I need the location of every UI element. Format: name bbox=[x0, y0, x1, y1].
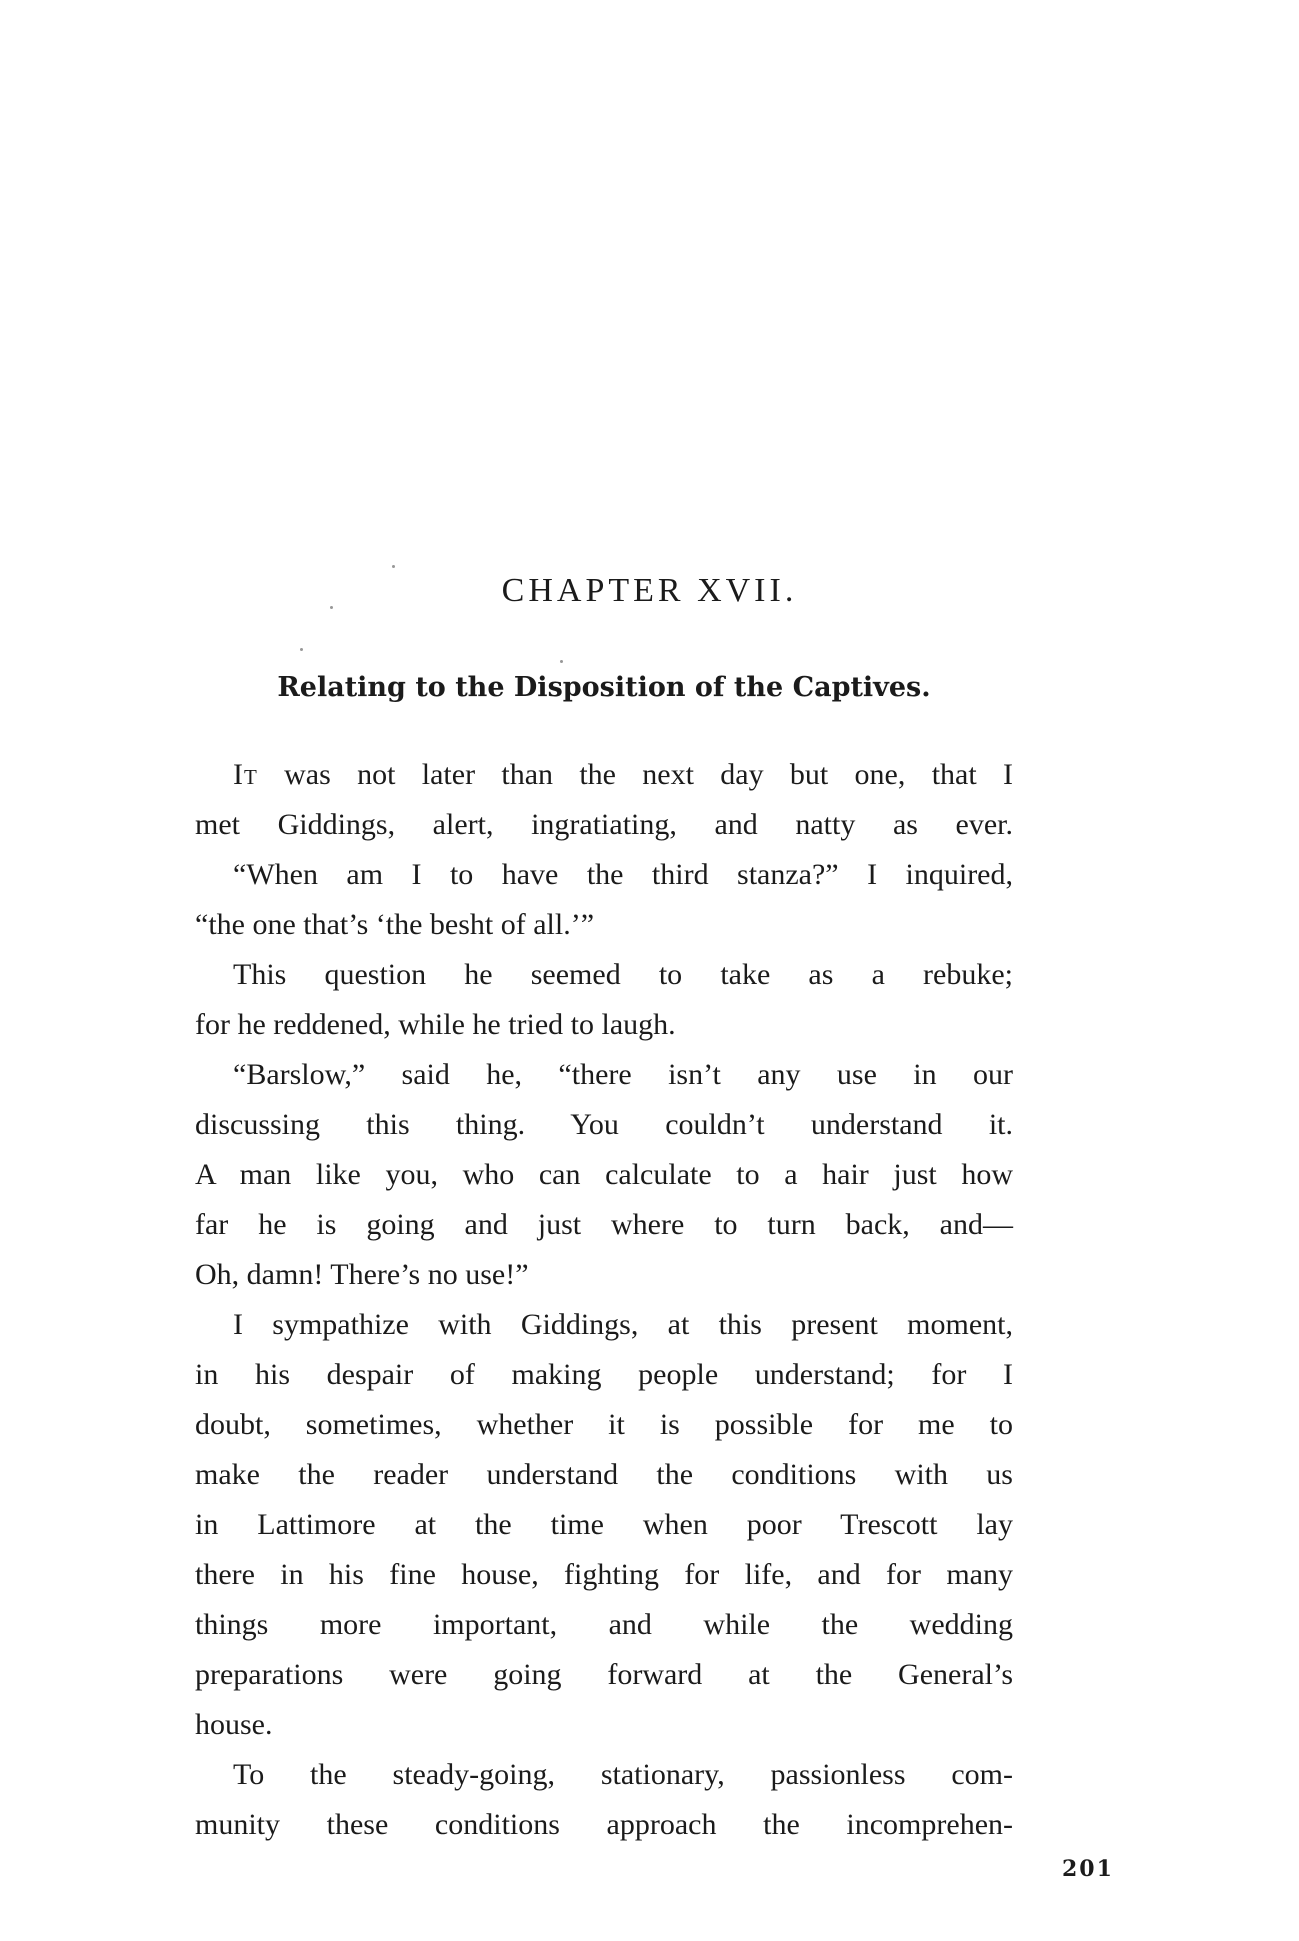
text-line: for he reddened, while he tried to laugh. bbox=[195, 1008, 676, 1041]
text-line: preparations were going forward at the General’s bbox=[195, 1658, 1013, 1691]
text-line: “the one that’s ‘the besht of all.’” bbox=[195, 908, 595, 941]
scan-speckle bbox=[392, 565, 395, 568]
smallcaps-lead: It bbox=[233, 758, 258, 791]
scan-speckle bbox=[560, 660, 563, 663]
page-number: 201 bbox=[1062, 1856, 1114, 1882]
text-line: discussing this thing. You couldn’t understand it. bbox=[195, 1108, 1013, 1141]
text-line: make the reader understand the conditions with us bbox=[195, 1458, 1013, 1491]
text-line: in his despair of making people understand; for I bbox=[195, 1358, 1013, 1391]
text-line: A man like you, who can calculate to a hair just how bbox=[195, 1158, 1013, 1191]
text-line: “When am I to have the third stanza?” I inquired, bbox=[233, 858, 1013, 891]
text-line: This question he seemed to take as a rebuke; bbox=[233, 958, 1013, 991]
text-line: I sympathize with Giddings, at this present moment, bbox=[233, 1308, 1013, 1341]
scan-speckle bbox=[300, 648, 303, 651]
text-line: met Giddings, alert, ingratiating, and natty as ever. bbox=[195, 808, 1013, 841]
chapter-heading: CHAPTER XVII. bbox=[501, 572, 798, 609]
text-line: It was not later than the next day but one, that I bbox=[233, 758, 1013, 791]
text-line: doubt, sometimes, whether it is possible for me to bbox=[195, 1408, 1013, 1441]
text-line: “Barslow,” said he, “there isn’t any use in our bbox=[233, 1058, 1013, 1091]
chapter-subtitle: Relating to the Disposition of the Captives. bbox=[277, 672, 931, 703]
body-text bbox=[195, 750, 1013, 1850]
text-line: Oh, damn! There’s no use!” bbox=[195, 1258, 529, 1291]
text-line: house. bbox=[195, 1708, 273, 1741]
text-line: far he is going and just where to turn back, and— bbox=[195, 1208, 1013, 1241]
text-line: munity these conditions approach the incomprehen- bbox=[195, 1808, 1013, 1841]
text-line: things more important, and while the wedding bbox=[195, 1608, 1013, 1641]
text-line: To the steady-going, stationary, passionless com- bbox=[233, 1758, 1013, 1791]
text-line: in Lattimore at the time when poor Trescott lay bbox=[195, 1508, 1013, 1541]
text-line: there in his fine house, fighting for life, and for many bbox=[195, 1558, 1013, 1591]
